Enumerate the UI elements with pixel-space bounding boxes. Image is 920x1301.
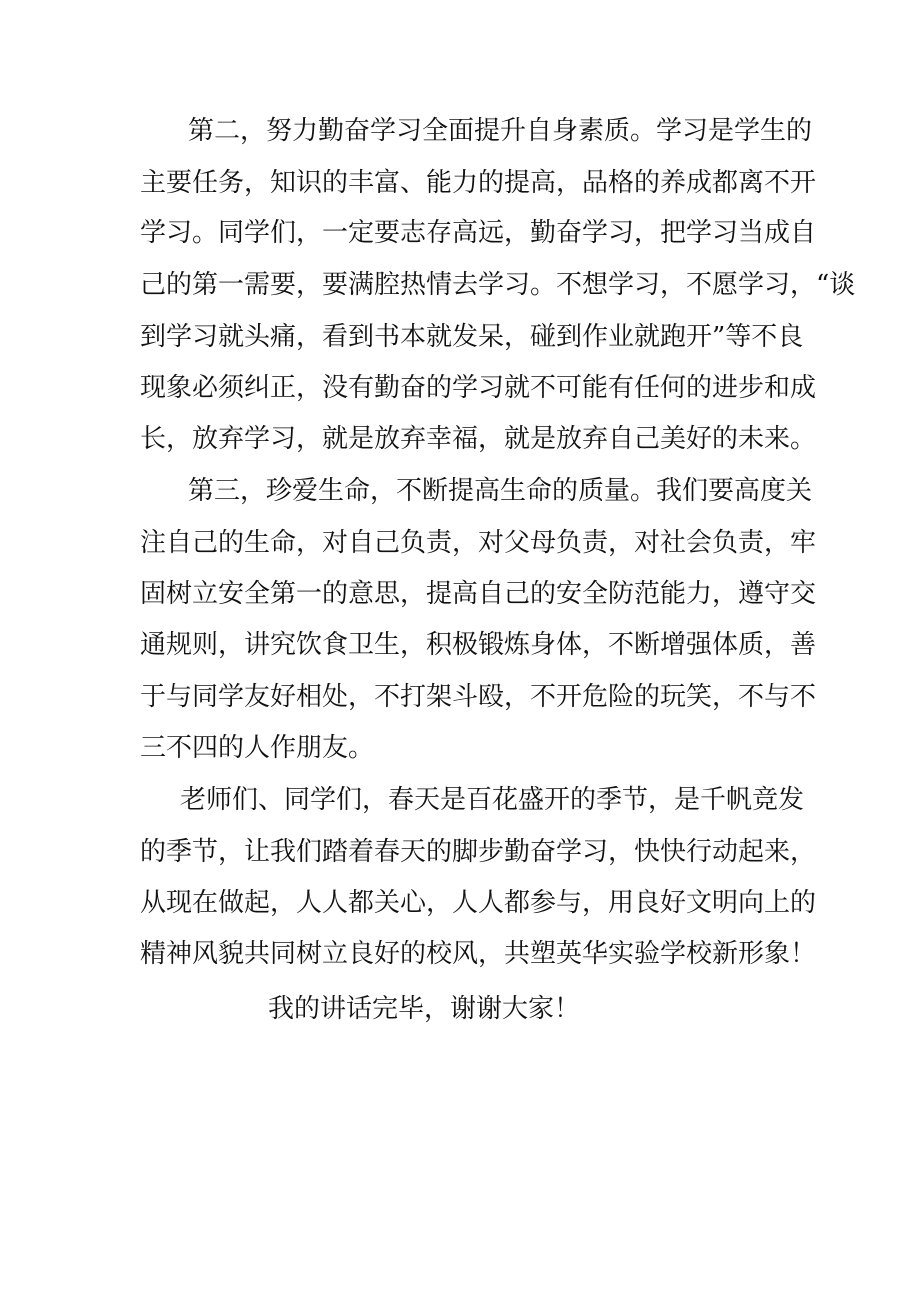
paragraph-2-line-3: 固树立安全第一的意思，提高自己的安全防范能力，遵守交 [140,579,817,609]
paragraph-1-line-7: 长，放弃学习，就是放弃幸福，就是放弃自己美好的未来。 [140,424,817,454]
paragraph-2-line-2: 注自己的生命，对自己负责，对父母负责，对社会负责，牢 [140,528,817,558]
paragraph-2-line-6: 三不四的人作朋友。 [140,733,375,763]
paragraph-1-line-4: 己的第一需要，要满腔热情去学习。不想学习，不愿学习，“谈 [140,270,856,300]
paragraph-2-line-1: 第三，珍爱生命，不断提高生命的质量。我们要高度关 [188,476,813,506]
paragraph-1-line-2: 主要任务，知识的丰富、能力的提高，品格的养成都离不开 [140,168,817,198]
paragraph-1-line-6: 现象必须纠正，没有勤奋的学习就不可能有任何的进步和成 [140,373,817,403]
paragraph-2-line-4: 通规则，讲究饮食卫生，积极锻炼身体，不断增强体质，善 [140,630,817,660]
paragraph-2-line-5: 于与同学友好相处，不打架斗殴，不开危险的玩笑，不与不 [140,682,817,712]
closing-remark: 我的讲话完毕，谢谢大家！ [268,994,581,1024]
paragraph-1-line-3: 学习。同学们，一定要志存高远，勤奋学习，把学习当成自 [140,218,817,248]
paragraph-3-line-2: 的季节，让我们踏着春天的脚步勤奋学习，快快行动起来， [140,837,817,867]
paragraph-3-line-1: 老师们、同学们，春天是百花盛开的季节，是千帆竞发 [180,785,805,815]
paragraph-1-line-1: 第二，努力勤奋学习全面提升自身素质。学习是学生的 [188,116,813,146]
paragraph-3-line-3: 从现在做起，人人都关心，人人都参与，用良好文明向上的 [140,888,817,918]
paragraph-1-line-5: 到学习就头痛，看到书本就发呆，碰到作业就跑开”等不良 [140,322,804,352]
paragraph-3-line-4: 精神风貌共同树立良好的校风，共塑英华实验学校新形象！ [140,939,817,969]
